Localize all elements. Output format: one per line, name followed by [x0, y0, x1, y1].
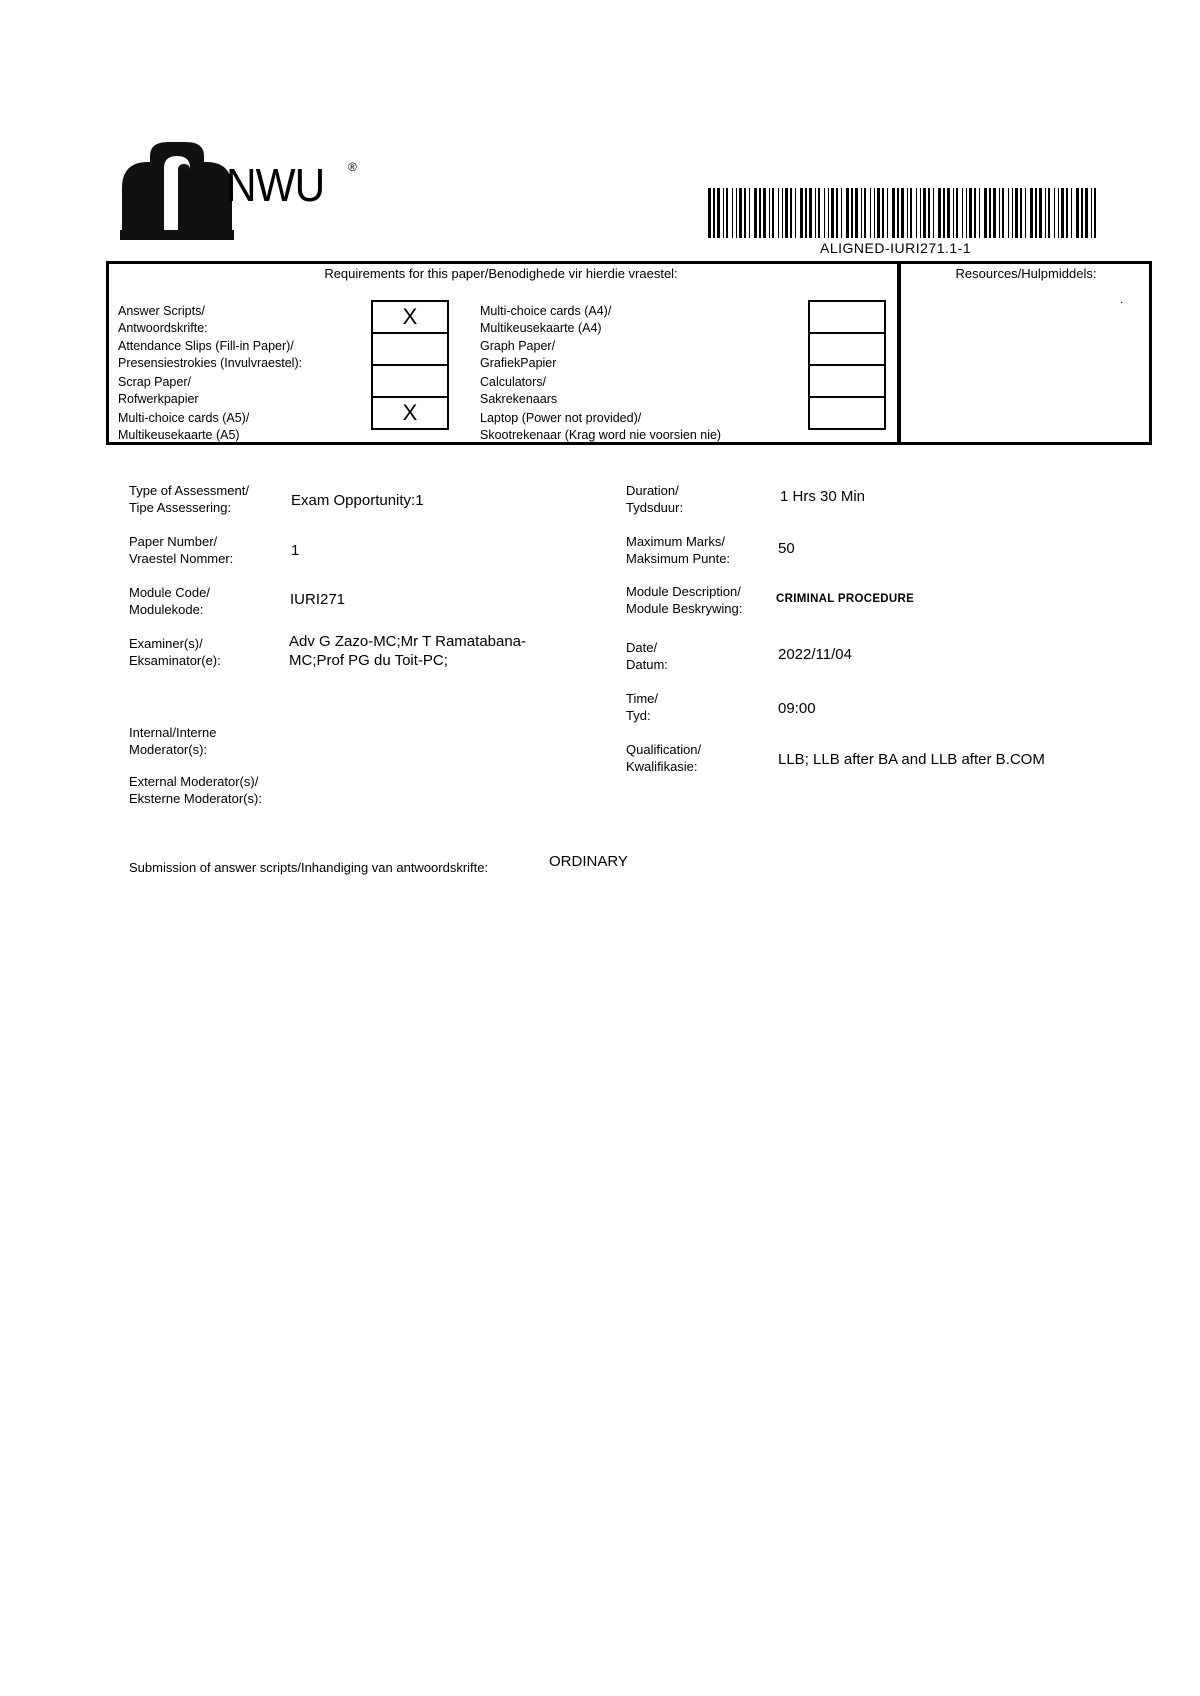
- resources-title: Resources/Hulpmiddels:: [955, 266, 1097, 281]
- module-code-value: IURI271: [290, 591, 346, 608]
- examiners-label: Examiner(s)/ Eksaminator(e):: [129, 636, 221, 668]
- max-marks-value: 50: [778, 540, 795, 557]
- max-marks-label: Maximum Marks/ Maksimum Punte:: [626, 534, 731, 566]
- module-description-label: Module Description/ Module Beskrywing:: [626, 584, 743, 616]
- time-value: 09:00: [778, 700, 816, 717]
- module-description-value: CRIMINAL PROCEDURE: [776, 593, 915, 605]
- type-of-assessment-value: Exam Opportunity:1: [291, 492, 424, 509]
- mc-a5-checkbox[interactable]: X: [371, 396, 449, 430]
- brand-name: NWU: [226, 159, 325, 211]
- req-mc-a5-label: Multi-choice cards (A5)/ Multikeusekaarte (A5): [118, 411, 250, 442]
- right-checkbox-column: [808, 300, 886, 430]
- type-of-assessment-label: Type of Assessment/ Tipe Assessering:: [129, 483, 249, 515]
- req-answer-scripts-label: Answer Scripts/ Antwoordskrifte:: [118, 304, 208, 335]
- resources-divider: [897, 261, 901, 445]
- req-laptop-label: Laptop (Power not provided)/ Skootrekenaar (Krag word nie voorsien nie): [480, 411, 722, 442]
- qualification-value: LLB; LLB after BA and LLB after B.COM: [778, 751, 1045, 768]
- barcode-label: ALIGNED-IURI271.1-1: [820, 240, 972, 256]
- date-label: Date/ Datum:: [626, 640, 668, 672]
- resources-note: .: [1120, 292, 1124, 306]
- req-mc-a4-label: Multi-choice cards (A4)/ Multikeusekaarte (A4): [480, 304, 612, 335]
- req-calculators-label: Calculators/ Sakrekenaars: [480, 375, 558, 406]
- req-graph-paper-label: Graph Paper/ GrafiekPapier: [480, 339, 557, 370]
- attendance-slips-checkbox[interactable]: [371, 332, 449, 366]
- duration-value: 1 Hrs 30 Min: [780, 488, 866, 505]
- time-label: Time/ Tyd:: [626, 691, 659, 723]
- mc-a4-checkbox[interactable]: [808, 300, 886, 334]
- module-code-label: Module Code/ Modulekode:: [129, 585, 210, 617]
- internal-moderators-label: Internal/Interne Moderator(s):: [129, 725, 217, 757]
- submission-label: Submission of answer scripts/Inhandiging van antwoordskrifte:: [129, 860, 489, 875]
- examiners-value: Adv G Zazo-MC;Mr T Ramatabana- MC;Prof PG du Toit-PC;: [289, 633, 527, 669]
- external-moderators-label: External Moderator(s)/ Eksterne Moderator(s):: [129, 774, 262, 806]
- paper-number-value: 1: [291, 542, 300, 559]
- submission-value: ORDINARY: [549, 853, 628, 870]
- registered-mark: ®: [348, 160, 357, 174]
- answer-scripts-checkbox[interactable]: X: [371, 300, 449, 334]
- paper-number-label: Paper Number/ Vraestel Nommer:: [129, 534, 234, 566]
- date-value: 2022/11/04: [778, 646, 852, 663]
- left-checkbox-column: [371, 300, 449, 430]
- laptop-checkbox[interactable]: [808, 396, 886, 430]
- graph-paper-checkbox[interactable]: [808, 332, 886, 366]
- barcode-icon: [708, 188, 1102, 238]
- req-attendance-slips-label: Attendance Slips (Fill-in Paper)/ Presensiestrokies (Invulvraestel):: [118, 339, 303, 370]
- scrap-paper-checkbox[interactable]: [371, 364, 449, 398]
- req-scrap-paper-label: Scrap Paper/ Rofwerkpapier: [118, 375, 199, 406]
- qualification-label: Qualification/ Kwalifikasie:: [626, 742, 702, 774]
- requirements-title: Requirements for this paper/Benodighede vir hierdie vraestel:: [324, 266, 678, 281]
- duration-label: Duration/ Tydsduur:: [626, 483, 684, 515]
- calculators-checkbox[interactable]: [808, 364, 886, 398]
